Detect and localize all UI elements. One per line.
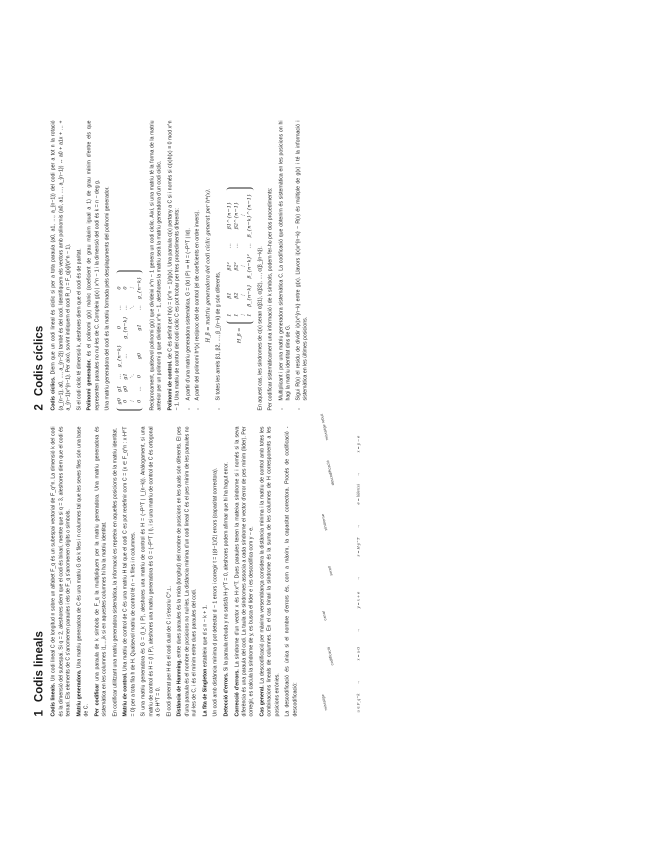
paragraph-text: El codi generat per H és el codi dual de C i s'escriu C^⊥.: [165, 585, 172, 716]
diagram-label: soroll: [327, 565, 334, 576]
diagram-expression: x = y − e: [356, 435, 361, 452]
matrix-entry: ⋮: [239, 212, 246, 218]
paragraph: [202, 426, 209, 716]
matrix-entry: …: [135, 385, 142, 391]
diagram-label: codificació: [326, 645, 335, 666]
paragraph-text: Recíprocament, qualsevol polinomi g(x) que divideixi x^n − 1 genera un codi cíclic. Així, si una matriu té la forma de la matriu anterior per un polinomi g que divideix x^n − 1, aleshores la matriu serà la matriu generadora d'un codi cíclic.: [148, 120, 163, 410]
matrix-entry: β2: [233, 291, 239, 299]
paragraph-text: una paraula de k símbols de F_q la multipliquem per la matriu generadora. Una matriu generadora és sistemàtica en les columnes i1,...,ik si en aquestes columnes hi ha la matriu identitat.: [93, 426, 108, 716]
matrix-entry: β2²: [233, 261, 239, 270]
matrix-entry: ⋮: [239, 263, 246, 269]
diagram-label: missatge rebut: [319, 412, 330, 441]
paragraphs-codis-ciclics-3: [257, 120, 275, 410]
paragraph-text: Una matriu generadora de C és una matriu G de k files i n columnes tal que les seves files són una base de C.: [75, 426, 90, 716]
column-codis-ciclics: [33, 120, 313, 410]
matrix-entry: …: [135, 304, 142, 310]
arrow-icon: →: [355, 472, 361, 476]
paragraph-text: Una matriu generadora del codi és la matriu formada pels desplaçaments del polinomi generador.: [104, 185, 111, 410]
matrix-entry: 0: [135, 374, 142, 378]
matrix-entry: …: [233, 242, 239, 248]
section-heading-codis-lineals: [33, 426, 45, 716]
diagram-expression: e = líder(s): [356, 483, 361, 504]
matrix-entry: g_{n−k}: [115, 344, 122, 367]
matrix-entry: g_{n−k}: [122, 315, 129, 339]
coding-process-diagram: [307, 412, 427, 716]
paragraph-text: és el polinomi g(x) mònic (coeficient de grau màxim igual a 1) de grau mínim d'entre els que representen paraules no nul·les de C. Compleix g(x) | x^n − 1 i la dimensió del codi és k = n − deg g.: [86, 120, 100, 410]
matrix-entry: g0: [135, 352, 142, 359]
paragraph-text: de C és definit per h(x) = (x^n − 1)/g(x). Una paraula c(x) pertany a C si i només si c(x)h(x) ≡ 0 mod x^n − 1. Una matriu de control del codi cíclic C es pot trobar per tres procediments diferents:: [166, 120, 181, 410]
generator-matrix: [116, 120, 145, 410]
paragraph: [50, 426, 72, 716]
paragraphs-codis-lineals: [50, 426, 299, 716]
bullet-list-control-methods: [185, 120, 202, 410]
matrix-entry: …: [226, 242, 233, 248]
control-matrix-table: [226, 190, 252, 320]
paragraph-lead: Codis lineals.: [50, 682, 57, 716]
matrix-entry: ⋮: [129, 398, 135, 404]
paragraph-text: Si el codi cíclic té dimensió k, aleshores diem que el codi és de paritat.: [75, 247, 82, 410]
paragraph-lead: Matriu de control.: [122, 672, 129, 716]
paragraph-text: Una matriu de control de C és una matriu H tal que el codi C es pot redefinir com C = {x ∈ F_q^n : x·H^T = 0} per a tota fila h de H. Qualsevol matriu de control té n − k files i n columnes.: [122, 426, 136, 716]
matrix-entry: 0: [135, 399, 142, 403]
matrix-entry: …: [122, 304, 129, 310]
paragraph-text: Per codificar sistemàticament una informació i de k símbols, podem fer-ho per dos procediments:: [267, 187, 274, 410]
paragraph-lead: Distància de Hamming.: [176, 658, 183, 716]
section-title: Codis lineals: [33, 630, 45, 702]
matrix-entry: ⋮: [239, 312, 246, 318]
column-codis-lineals: [33, 412, 427, 716]
bullet-item: • A partir d'una matriu generadora sistemàtica, G = (Id | P) ⇒ H = (−P^T | Id).: [185, 120, 192, 400]
matrix-row: [240, 190, 247, 320]
matrix-entry: 0: [122, 399, 129, 403]
generator-matrix-table: [116, 273, 142, 407]
paragraph: [76, 120, 83, 410]
bullet-item: • Multiplicant i per una matriu generadora sistemàtica C. La codificació que obtenim és sistemàtica en les posicions on hi hagi la matriu identitat dins de G.: [278, 120, 293, 400]
arrow-icon: →: [355, 524, 361, 528]
paragraph: [176, 426, 198, 716]
diagram-expression: u ∈ F_q^k: [356, 692, 361, 712]
matrix-entry: β_{n−k}^{n−1}: [246, 193, 253, 237]
matrix-entry: β1: [226, 291, 233, 299]
diagram-label: síndrome: [320, 513, 328, 531]
paragraph-lead: Detecció d'errors.: [223, 672, 229, 716]
matrix-entry: β_{n−k}²: [246, 253, 253, 278]
bullet-list-systematic-coding: [278, 120, 310, 410]
matrix-entry: 0: [122, 285, 129, 290]
matrix-row: [129, 273, 136, 407]
arrow-icon: →: [355, 680, 361, 684]
matrix-entry: [129, 341, 136, 370]
matrix-row: [226, 190, 233, 320]
matrix-entry: g0: [115, 397, 122, 404]
paragraph: [257, 120, 264, 410]
matrix-entry: β2^{n−1}: [233, 201, 239, 229]
paragraph: [234, 426, 256, 716]
paragraph-lead: Matriu generadora.: [75, 669, 82, 716]
diagram-label: canal: [321, 610, 328, 621]
matrix-entry: β1²: [226, 261, 233, 270]
matrix-entry: g0: [122, 385, 129, 392]
section-number: 1: [33, 709, 45, 716]
matrix-entry: ⋱: [129, 304, 135, 310]
paragraph-text: entre dues paraules és la mida (longitud) del nombre de posicions en les quals són diferents. El pes d'una paraula és el nombre de posicions no nul·les. La distància mínima d'un codi lineal C és el pes mínim de les paraules no nul·les de C, i és el mínim entre dues paraules del codi.: [176, 426, 198, 716]
paragraph-lead: Per codificar: [93, 683, 100, 716]
diagram-label: descodificació: [325, 459, 335, 486]
paragraph-lead: Polinomi de control.: [166, 360, 173, 410]
matrix-entry: g1: [115, 385, 122, 392]
paragraph: [166, 426, 173, 716]
matrix-entry: 1: [246, 313, 253, 317]
matrix-entry: g_{n−k}: [135, 276, 142, 299]
matrix-entry: [129, 382, 136, 394]
diagram-expression: s = H·y^T: [356, 537, 361, 556]
matrix-entry: β_{n−k}: [246, 283, 253, 307]
bullet-item: • Si totes les arrels β1, β2, …, β_{n−k} de g són diferents,: [215, 120, 222, 400]
paragraph-text: La síndrome d'un vector x és H·x^T. Dues paraules tenen la mateixa síndrome si i només si la seva diferència és una paraula del codi. La taula de síndromes associa a cada síndrome el vector d'error de pes mínim (líder). Per corregir, es calcula la síndrome de y, es busca el líder e i es descodifica com y − e.: [233, 426, 255, 716]
paragraph: [50, 120, 72, 410]
matrix-entry: g1: [135, 323, 142, 331]
matrix-row: [122, 273, 129, 407]
paragraph-lead: Correcció d'errors.: [233, 668, 240, 716]
bullet-item: • A partir del polinomi h*(x) recíproc del de control (el de coeficients en ordre invers).: [194, 120, 201, 400]
paragraph-lead: Codis cíclics.: [50, 376, 57, 410]
matrix-row: [136, 273, 143, 407]
arrow-icon: →: [355, 628, 361, 632]
matrix-entry: ⋱: [129, 373, 135, 379]
paragraph-text: Diem que un codi lineal és cíclic si per a tota paraula (a0, a1, …, a_{n−1}) del codi per a tot n la rotació (a_{n−1}, a0, …, a_{n−2}) també és del codi. Identifiquem els vectors amb polinomis (a0, a1, …, a_{n−1}) ↔ a0 + a1x + … + a_{n−1}x^{n−1}. Per això, sovint indiquem el codi R_n = F_q[x]/(x^n − 1).: [50, 120, 72, 410]
paragraph: [267, 120, 274, 410]
matrix-entry: 0: [115, 285, 122, 290]
paragraph: [86, 120, 101, 410]
paragraph: [104, 120, 111, 410]
matrix-entry: [129, 313, 136, 342]
paragraphs-codis-ciclics-2: [149, 120, 182, 410]
bullet-list-roots: [215, 120, 222, 410]
matrix-entry: [240, 240, 247, 251]
paragraph-text: En codificar utilitzant una matriu generadora sistemàtica, la informació es repeteix en aquelles posicions de la matriu identitat.: [111, 427, 118, 716]
equation-h-beta: H_β = matriu generadora del codi cíclic generat per h*(x).: [204, 188, 211, 342]
paragraph-lead: Cas general.: [259, 684, 265, 716]
matrix-entry: …: [246, 242, 253, 248]
paragraph-lead: La fita de Singleton: [201, 668, 208, 716]
matrix-label: H_β =: [236, 327, 243, 343]
paragraph: [167, 120, 182, 410]
matrix-entry: ⋮: [129, 285, 135, 291]
matrix-entry: β1^{n−1}: [226, 201, 233, 229]
bullet-item: • Sigui R(x) el residu de dividir i(x)x^{n−k} entre g(x). Llavors i(x)x^{n−k} − R(x) és múltiple de g(x) i té la informació i sistemàtica en les últimes posicions.: [295, 120, 310, 400]
paragraph: [76, 426, 91, 716]
paragraph-text: Si una matriu generadora és G = (I_k | P), aleshores una matriu de control és H = (−P^T | I_{n−k}). Anàlogament, si una matriu de control és H = (I | P), aleshores una matriu generadora és G = (−P^T | I), i si una matriu de control de C és ortogonal a G·H^T = 0.: [140, 426, 162, 716]
matrix-row: [233, 190, 240, 320]
paragraph-text: Un codi lineal C de longitud n sobre un alfabet F_q és un subespai vectorial de F_q^n. La dimensió k del codi és la dimensió del subespai. Si q = 2, aleshores diem que el codi és binari, mentre que si q = 3, aleshores diem que el codi és ternari. Els elements de C s'anomenen paraules i els de F_q s'anomenen dígits o símbols.: [50, 426, 72, 716]
matrix-entry: …: [115, 373, 122, 379]
paragraph-text: Si la paraula rebuda y no satisfà H·y^T = 0, aleshores podem afirmar que hi ha hagut error.: [223, 461, 229, 673]
diagram-expression: x = u·G: [356, 646, 361, 660]
paragraph-text: La descodificació per màxima versemblança considera la distància mínima i la matriu de control amb totes les combinacions lineals de columnes. En el cas binari la síndrome és la suma de les columnes de H corresponents a les posicions errònies.: [259, 426, 280, 716]
diagram-label: missatge: [320, 693, 328, 711]
paragraph: [259, 426, 281, 716]
section-heading-codis-ciclics: [33, 120, 45, 410]
matrix-entry: 1: [226, 313, 233, 317]
section-number: 2: [33, 403, 45, 410]
matrix-entry: g1: [122, 372, 129, 380]
paragraph-text: En aquest cas, les síndromes de c(x) seran c(β1), c(β2), …, c(β_{n−k}).: [256, 245, 263, 410]
paragraph-text: estableix que d ≤ n − k + 1.: [201, 604, 208, 669]
matrix-row: [246, 190, 253, 320]
diagram-expression: y = x + e: [356, 591, 361, 608]
paragraph: [284, 426, 299, 716]
paragraphs-codis-ciclics-1: [50, 120, 111, 410]
matrix-entry: 1: [233, 313, 239, 317]
paragraph: [94, 426, 109, 716]
paragraph: [149, 120, 164, 410]
paragraph-text: Un codi amb distància mínima d pot detectar d − 1 errors i corregir t = ⌊(d−1)/2⌋ errors (capacitat correctora).: [212, 467, 219, 716]
arrow-icon: →: [355, 576, 361, 580]
matrix-entry: …: [115, 304, 122, 310]
matrix-entry: 0: [115, 325, 122, 329]
matrix-entry: …: [122, 353, 129, 359]
section-title: Codis cíclics: [33, 325, 45, 396]
control-matrix-roots: [226, 120, 252, 410]
paragraph: [212, 426, 219, 716]
matrix-entry: ⋮: [239, 292, 246, 298]
paragraph: [112, 426, 119, 716]
paragraph: [140, 426, 162, 716]
paragraph-lead: Polinomi generador.: [86, 358, 93, 410]
matrix-row: [116, 273, 123, 407]
paragraph-text: La descodificació és única si el nombre d'errors és, com a màxim, la capacitat correctora. Procés de codificació - descodificació:: [284, 426, 298, 716]
paragraph: [122, 426, 137, 716]
paragraph: [223, 426, 230, 716]
